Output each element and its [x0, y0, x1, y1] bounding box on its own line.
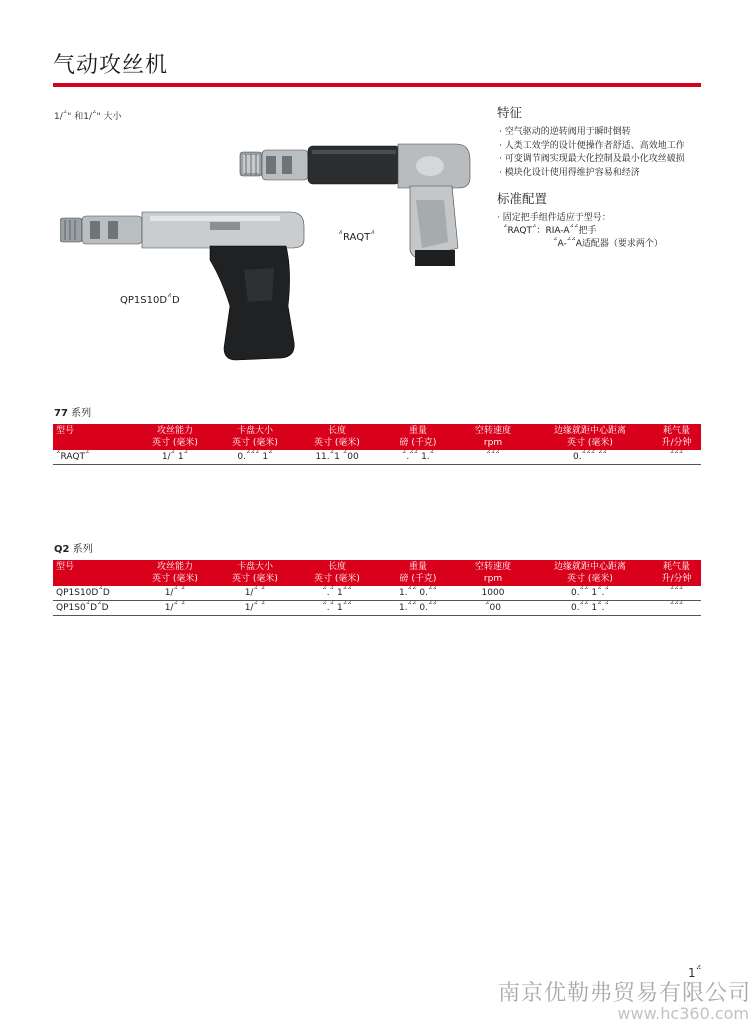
raqt-tool-label: ΅RAQT΅ [338, 232, 376, 243]
table-header-row [53, 560, 701, 586]
cell-model: ΅RAQT΅ [53, 450, 136, 465]
cell: 0.΅΅΅ 1΅ [214, 450, 296, 465]
table-header-row [53, 424, 701, 450]
feature-item: · 可变调节阀实现最大化控制及最小化攻丝破损 [499, 154, 685, 164]
table-row [53, 586, 701, 601]
size-label: 1/΅" 和1/΅" 大小 [54, 112, 122, 122]
cell: 1000 [458, 586, 528, 601]
cell: 0.΅΅΅ ΅΅ [528, 450, 652, 465]
std-line: ΅A-΅΅A适配器（要求两个） [553, 239, 663, 249]
col-header: 卡盘大小 英寸 (毫米) [214, 424, 296, 450]
feature-item: · 模块化设计使用得维护容易和经济 [499, 167, 640, 178]
series-q2-table [53, 560, 701, 616]
cell: 1.΅΅ 0.΅΅ [378, 601, 458, 616]
footer-url: www.hc360.com [617, 1004, 749, 1023]
col-header: 边缘就距中心距离 英寸 (毫米) [528, 424, 652, 450]
cell: ΅00 [458, 601, 528, 616]
std-line: ΅RAQT΅：RIA-A΅΅把手 [503, 226, 597, 236]
col-header: 长度 英寸 (毫米) [296, 560, 378, 586]
features-heading: 特征 [497, 105, 523, 120]
table-row [53, 601, 701, 616]
series-77-table [53, 424, 701, 465]
cell: 11.΅1 ΅00 [296, 450, 378, 465]
col-header: 耗气量 升/分钟 [652, 424, 701, 450]
cell: 1/΅ ΅ [214, 586, 296, 601]
cell: ΅΅΅ [652, 586, 701, 601]
col-header: 耗气量 升/分钟 [652, 560, 701, 586]
cell: 1/΅ ΅ [136, 586, 214, 601]
cell: ΅.΅ 1΅΅ [296, 586, 378, 601]
cell-model: QP1S0΅D΅D [53, 601, 136, 616]
col-header: 攻丝能力 英寸 (毫米) [136, 424, 214, 450]
cell: 1/΅ 1΅ [136, 450, 214, 465]
col-header: 型号 [53, 560, 136, 586]
std-line: · 固定把手组件适应于型号： [497, 213, 611, 223]
cell: ΅΅΅ [458, 450, 528, 465]
cell: 1/΅ ΅ [136, 601, 214, 616]
feature-item: · 人类工效学的设计便操作者舒适、高效地工作 [499, 140, 685, 151]
col-header: 攻丝能力 英寸 (毫米) [136, 560, 214, 586]
col-header: 重量 磅 (千克) [378, 424, 458, 450]
cell: 1/΅ ΅ [214, 601, 296, 616]
footer-company: 南京优勒弗贸易有限公司 [497, 981, 751, 1006]
title-rule [53, 83, 701, 87]
col-header: 卡盘大小 英寸 (毫米) [214, 560, 296, 586]
table-row [53, 450, 701, 465]
cell: 0.΅΅ 1΅.΅ [528, 586, 652, 601]
series-77-title: 77 系列 [54, 408, 92, 419]
standard-config [497, 189, 702, 251]
col-header: 边缘就距中心距离 英寸 (毫米) [528, 560, 652, 586]
cell: 1.΅΅ 0.΅΅ [378, 586, 458, 601]
col-header: 空转速度 rpm [458, 560, 528, 586]
cell: ΅΅΅ [652, 601, 701, 616]
features-panel [497, 103, 702, 251]
qp-tool-image [60, 212, 304, 360]
page-title: 气动攻丝机 [53, 53, 169, 78]
cell: ΅.΅΅ 1.΅ [378, 450, 458, 465]
qp-tool-label: QP1S10D΅D [120, 295, 180, 306]
cell: 0.΅΅ 1΅.΅ [528, 601, 652, 616]
cell: ΅.΅ 1΅΅ [296, 601, 378, 616]
tools-illustration [60, 130, 480, 380]
cell-model: QP1S10D΅D [53, 586, 136, 601]
standard-config-heading: 标准配置 [497, 191, 548, 206]
page-number: 1΅ [688, 966, 702, 980]
col-header: 重量 磅 (千克) [378, 560, 458, 586]
cell: ΅΅΅ [652, 450, 701, 465]
col-header: 型号 [53, 424, 136, 450]
col-header: 长度 英寸 (毫米) [296, 424, 378, 450]
feature-item: · 空气驱动的逆转阀用于瞬时倒转 [499, 127, 631, 137]
series-q2-title: Q2 系列 [54, 544, 93, 555]
col-header: 空转速度 rpm [458, 424, 528, 450]
